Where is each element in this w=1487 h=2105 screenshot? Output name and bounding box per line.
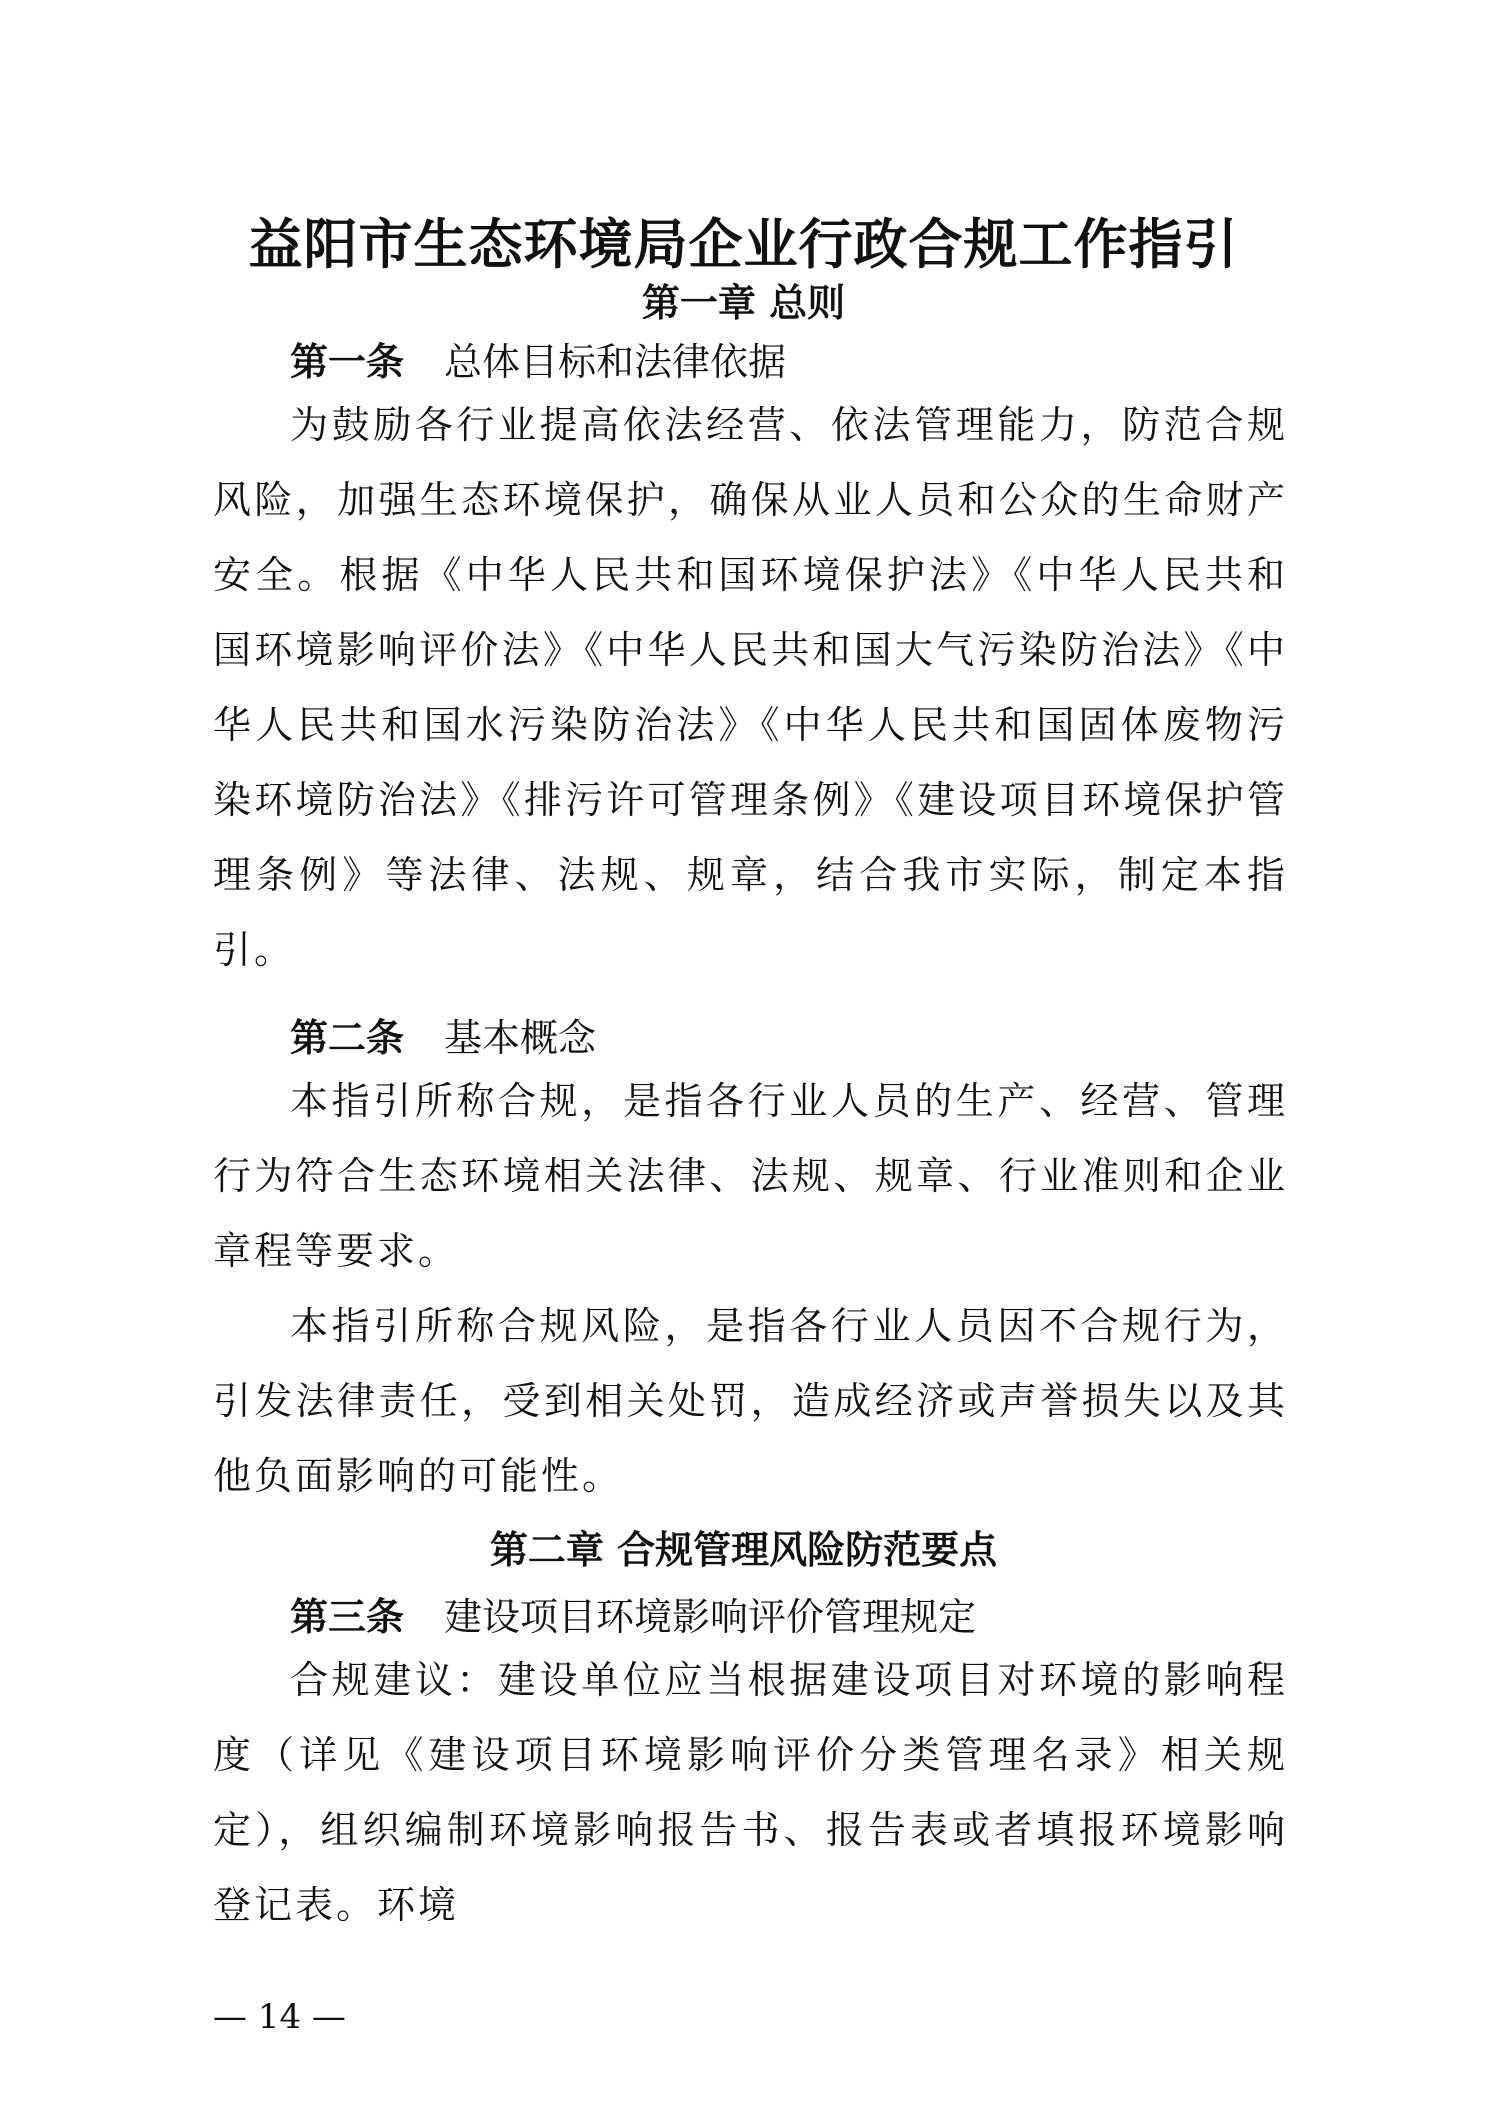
paragraph: 合规建议：建设单位应当根据建设项目对环境的影响程度（详见《建设项目环境影响评价分类管理名录》相关规定），组织编制环境影响报告书、报告表或者填报环境影响登记表。环境 — [213, 1658, 1288, 1927]
chapter-heading: 第一章 总则 — [641, 281, 846, 325]
article-heading — [290, 1013, 596, 1063]
article-number: 第二条 — [290, 1016, 405, 1060]
article-heading — [290, 1592, 976, 1642]
article-title: 建设项目环境影响评价管理规定 — [444, 1595, 977, 1639]
paragraph: 本指引所称合规，是指各行业人员的生产、经营、管理行为符合生态环境相关法律、法规、规章、行业准则和企业章程等要求。 — [213, 1079, 1288, 1273]
article-number: 第一条 — [290, 340, 405, 384]
paragraph: 本指引所称合规风险，是指各行业人员因不合规行为，引发法律责任，受到相关处罚，造成经济或声誉损失以及其他负面影响的可能性。 — [213, 1304, 1288, 1498]
document-title: 益阳市生态环境局企业行政合规工作指引 — [248, 213, 1239, 276]
article-heading — [290, 337, 786, 387]
article-number: 第三条 — [290, 1595, 405, 1639]
page-number: — 14 — — [213, 1997, 346, 2037]
article-title: 基本概念 — [444, 1016, 597, 1060]
paragraph: 为鼓励各行业提高依法经营、依法管理能力，防范合规风险，加强生态环境保护，确保从业人员和公众的生命财产安全。根据《中华人民共和国环境保护法》《中华人民共和国环境影响评价法》《中华人民共和国大气污染防治法》《中华人民共和国水污染防治法》《中华人民共和国固体废物污染环境防治法》《排污许可管理条例》《建设项目环境保护管理条例》等法律、法规、规章，结合我市实际，制定本指引。 — [213, 403, 1288, 972]
chapter-heading: 第二章 合规管理风险防范要点 — [489, 1528, 998, 1572]
article-title: 总体目标和法律依据 — [444, 340, 787, 384]
